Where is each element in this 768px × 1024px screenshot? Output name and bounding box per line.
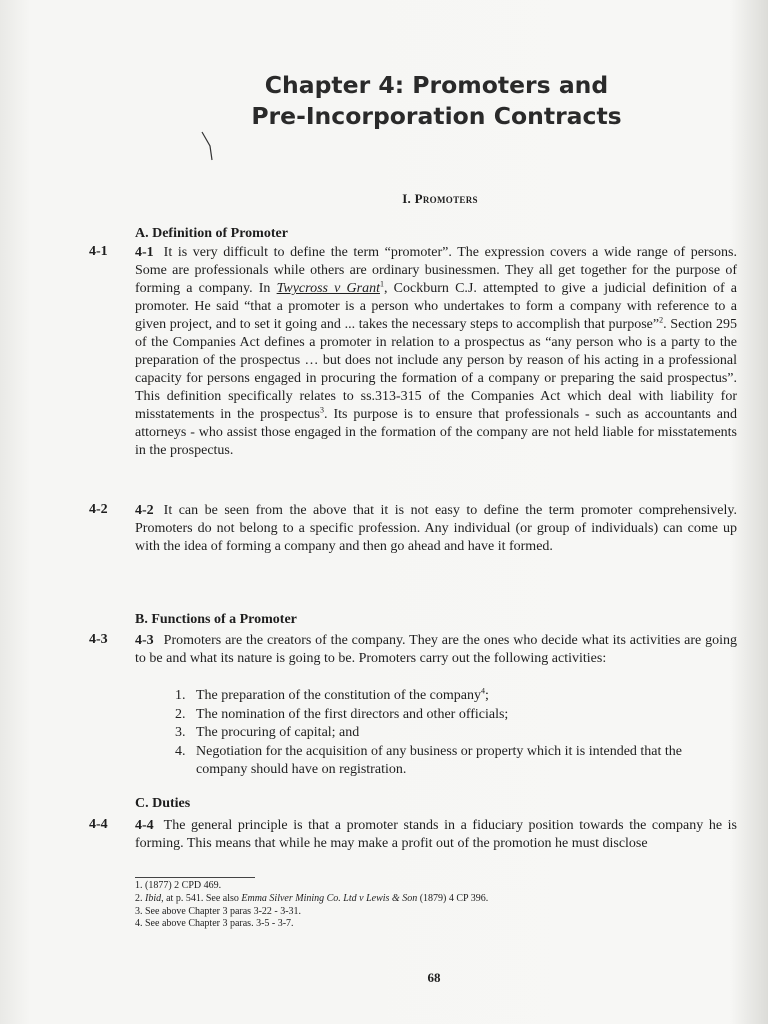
paragraph-number: 4-1 (135, 245, 154, 260)
list-item-text: Negotiation for the acquisition of any business or property which it is intended that the company should have on registration. (196, 743, 683, 777)
footnote-text: 2. (135, 892, 145, 904)
paragraph-text: . Its purpose is to ensure that professionals - such as accountants and attorneys - who assist those engaged in the formation of the company are not held liable for misstatements in the prospectus. (135, 407, 737, 458)
footnote-ref: 2 (659, 315, 664, 325)
paragraph-number: 4-3 (135, 633, 154, 648)
footnotes (135, 880, 735, 931)
activities-list (175, 687, 735, 780)
footnote-text: (1879) 4 CP 396. (417, 892, 489, 904)
paragraph-text: It is very difficult to define the term “promoter”. The expression covers a wide range of persons. Some are professionals while others are ordinary businessmen. They all get together for the purpose of forming a company. In (135, 245, 737, 296)
list-item-text: The nomination of the first directors and other officials; (196, 706, 509, 722)
paragraph-4-1 (135, 244, 737, 460)
subsection-heading-duties: C. Duties (135, 796, 191, 811)
footnote-italic: Ibid (145, 892, 162, 904)
footnote-item: 3. See above Chapter 3 paras 3-22 - 3-31. (135, 905, 302, 917)
paragraph-number: 4-2 (135, 503, 154, 518)
paragraph-4-2 (135, 502, 737, 556)
footnote-ref: 1 (380, 279, 384, 289)
case-citation: Twycross v Grant (276, 281, 380, 296)
footnote-text: , at p. 541. See also (161, 892, 242, 904)
paragraph-text: The general principle is that a promoter stands in a fiduciary position towards the company he is forming. This means that while he may make a profit out of the promotion he must disclose (135, 818, 737, 851)
list-item-text: The procuring of capital; and (196, 725, 360, 740)
list-item-number: 2. (175, 706, 186, 722)
footnote-ref: 3 (320, 405, 325, 415)
paragraph-4-3 (135, 632, 737, 668)
footnote-item: 1. (1877) 2 CPD 469. (135, 880, 222, 891)
pen-mark-icon (200, 130, 220, 162)
list-item (175, 706, 735, 725)
footnote-case-citation: Emma Silver Mining Co. Ltd v Lewis & Son (241, 892, 418, 904)
paragraph-4-4 (135, 817, 737, 853)
paragraph-number: 4-4 (135, 818, 154, 833)
subsection-heading-functions: B. Functions of a Promoter (135, 612, 297, 627)
list-item-number: 3. (175, 725, 186, 740)
chapter-title-line2: Pre-Incorporation Contracts (251, 102, 622, 130)
list-item (175, 743, 735, 780)
list-item-text: The preparation of the constitution of the company (196, 688, 481, 703)
list-item-number: 1. (175, 688, 186, 703)
chapter-title (0, 70, 768, 132)
footnote-item (135, 893, 735, 906)
paragraph-text: Promoters are the creators of the company. They are the ones who decide what its activities are going to be and what its nature is going to be. Promoters carry out the following activities: (135, 633, 737, 666)
paragraph-text: , Cockburn C.J. attempted to give a judicial definition of a promoter. He said “that a promoter is a person who undertakes to form a company with reference to a given project, and to set it going and ... takes the necessary steps to accomplish that purpose” (135, 281, 738, 332)
subsection-heading-definition: A. Definition of Promoter (135, 226, 288, 241)
chapter-title-line1: Chapter 4: Promoters and (264, 71, 609, 99)
page-number: 68 (427, 970, 441, 985)
margin-number-4-4: 4-4 (89, 817, 108, 832)
list-item-tail: ; (484, 688, 489, 703)
paragraph-text: . Section 295 of the Companies Act defines a promoter in relation to a prospectus as “any person who is a party to the preparation of the prospectus … but does not include any person by reason of his acting in a professional capacity for persons engaged in procuring the formation of a company or preparing the said prospectus”. This definition specifically relates to ss.313-315 of the Companies Act which deal with liability for misstatements in the prospectus (135, 317, 737, 422)
list-item (175, 724, 735, 743)
footnote-ref: 4 (480, 686, 485, 696)
paragraph-text: It can be seen from the above that it is not easy to define the term promoter comprehensively. Promoters do not belong to a specific profession. Any individual (or group of individuals) can come up with the idea of forming a company and then go ahead and have it formed. (135, 503, 737, 554)
footnote-divider (135, 877, 255, 878)
section-heading: I. Promoters (402, 191, 478, 206)
list-item-number: 4. (175, 743, 186, 759)
list-item (175, 687, 735, 706)
margin-number-4-2: 4-2 (89, 502, 108, 517)
margin-number-4-1: 4-1 (89, 244, 108, 259)
margin-number-4-3: 4-3 (89, 632, 108, 647)
footnote-item: 4. See above Chapter 3 paras. 3-5 - 3-7. (135, 918, 294, 930)
